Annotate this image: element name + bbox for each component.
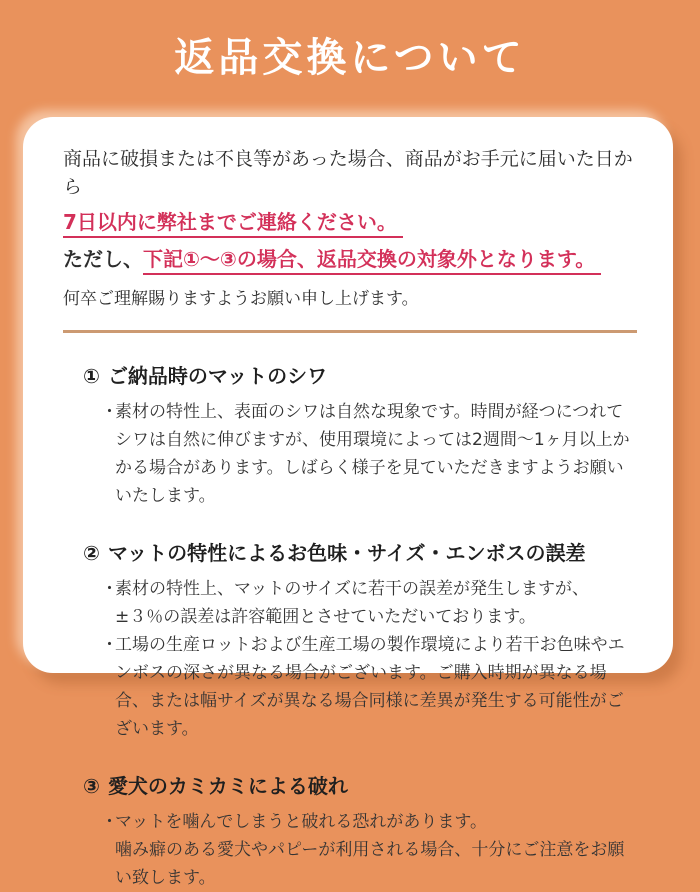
section-bullets [63,808,637,892]
section-number: ① [83,364,100,389]
section-color-size-tolerance [63,537,637,743]
exception-prefix: ただし、 [63,247,143,272]
exception-highlight: 下記①〜③の場合、返品交換の対象外となります。 [143,247,601,275]
section-number: ③ [83,774,100,799]
bullet-text: マットを噛んでしまうと破れる恐れがあります。 [115,812,487,833]
bullet-marker: ・ [101,635,118,656]
bullet-text: 素材の特性上、マットのサイズに若干の誤差が発生しますが、±３％の誤差は許容範囲とさせていただいております。 [115,579,589,628]
intro-paragraph [63,146,637,309]
section-number: ② [83,541,100,566]
highlight-underlined-text: 7日以内に弊社までご連絡ください。 [63,210,403,238]
section-heading [83,360,637,389]
bullet-marker: ・ [101,579,118,600]
list-item [101,398,637,510]
intro-note: 何卒ご理解賜りますようお願い申し上げます。 [63,289,419,310]
section-bullets [63,575,637,743]
section-dog-biting [63,770,637,892]
list-item [101,836,637,892]
section-mat-wrinkles [63,360,637,510]
bullet-marker [101,836,115,892]
list-item [101,575,637,631]
notice-card [23,117,673,889]
section-heading [83,537,637,566]
section-heading-label: 愛犬のカミカミによる破れ [107,774,348,799]
section-bullets [63,398,637,510]
intro-line-1: 商品に破損または不良等があった場合、商品がお手元に届いた日から [63,148,633,198]
page-title: 返品交換について [174,35,526,81]
bullet-text: 素材の特性上、表面のシワは自然な現象です。時間が経つにつれてシワは自然に伸びますが、使用環境によっては2週間〜1ヶ月以上かかる場合があります。しばらく様子を見ていただきますようお願いいたします。 [115,402,630,507]
bullet-marker: ・ [101,402,118,423]
bullet-text: 工場の生産ロットおよび生産工場の製作環境により若干お色味やエンボスの深さが異なる場合がございます。ご購入時期が異なる場合、または幅サイズが異なる場合同様に差異が発生する可能性がございます。 [115,635,625,740]
bullet-text: 噛み癖のある愛犬やパピーが利用される場合、十分にご注意をお願い致します。 [115,840,625,889]
divider-line [63,330,637,333]
list-item [101,631,637,743]
section-heading [83,770,637,799]
list-item [101,808,637,836]
section-heading-label: ご納品時のマットのシワ [107,364,328,389]
intro-exception-line [63,243,637,272]
section-heading-label: マットの特性によるお色味・サイズ・エンボスの誤差 [107,541,586,566]
intro-highlight-contact [63,206,637,235]
bullet-marker: ・ [101,812,118,833]
